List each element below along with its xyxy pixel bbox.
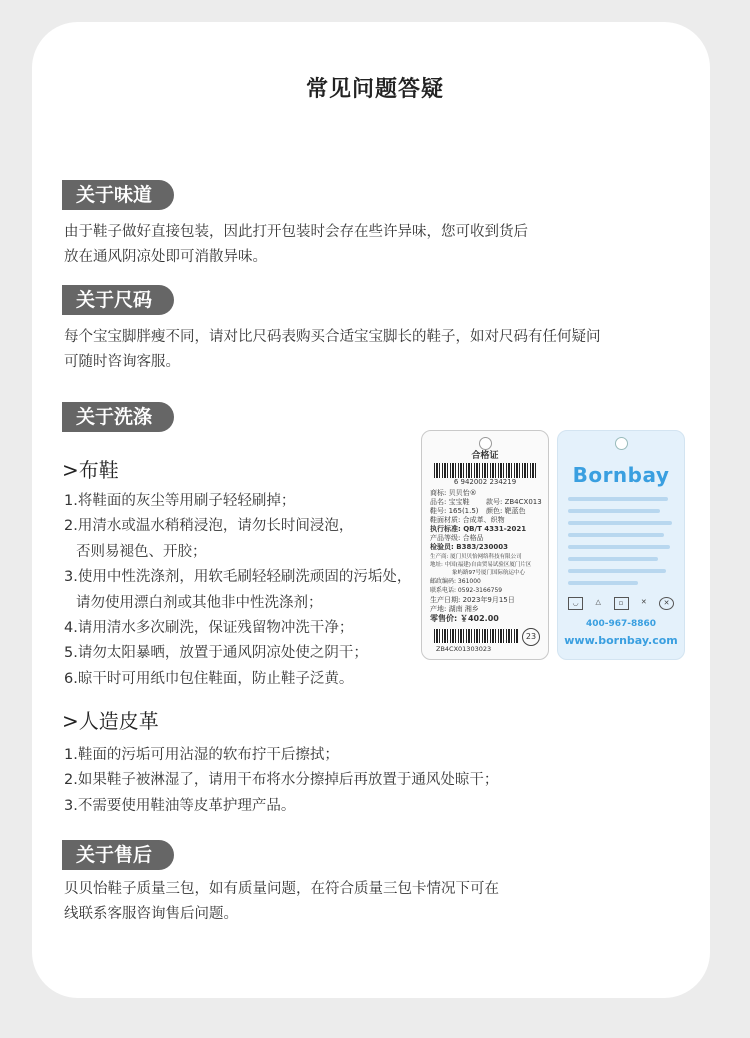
- list-item: 5.请勿太阳暴晒，放置于通风阴凉处使之阴干；: [64, 645, 368, 662]
- tag-grade: 产品等级: 合格品: [430, 534, 484, 542]
- wash-icon: ◡: [568, 597, 583, 610]
- list-item: 3.不需要使用鞋油等皮革护理产品。: [64, 797, 296, 814]
- tag-date: 生产日期: 2023年9月15日: [430, 596, 515, 604]
- tag-text-line: [568, 509, 660, 513]
- tag-standard: 执行标准: QB/T 4331-2021: [430, 525, 527, 533]
- section-heading-size: 关于尺码: [62, 285, 174, 315]
- tag-inspector: 检验员: B383/230003: [430, 543, 508, 551]
- barcode-number: 6 942002 234219: [422, 478, 548, 486]
- section-heading-smell: 关于味道: [62, 180, 174, 210]
- tag-origin: 产地: 湖南 湘乡: [430, 605, 479, 613]
- brand-phone: 400-967-8860: [585, 619, 657, 629]
- tag-address2: 象屿路97号厦门国际航运中心: [452, 570, 525, 576]
- list-item: 2.用清水或温水稍稍浸泡，请勿长时间浸泡，: [64, 518, 354, 535]
- tag-brand: 商标: 贝贝怡®: [430, 489, 477, 497]
- list-item: 否则易褪色、开胶；: [76, 543, 207, 560]
- tag-color: 颜色: 靶蓝色: [486, 507, 526, 515]
- dry-icon: ▫: [614, 597, 629, 610]
- tag-text-line: [568, 545, 670, 549]
- brand-logo: Bornbay: [572, 463, 670, 487]
- brand-website: www.bornbay.com: [564, 634, 678, 647]
- tag-model: 款号: ZB4CX013: [486, 498, 542, 506]
- tag-phone: 联系电话: 0592-3166759: [430, 587, 503, 594]
- certificate-tag-front: [421, 430, 549, 660]
- section-heading-aftersale: 关于售后: [62, 840, 174, 870]
- list-item: 4.请用清水多次刷洗，保证残留物冲洗干净；: [64, 619, 354, 636]
- tag-address: 地址: 中国(福建)自由贸易试验区厦门片区: [430, 562, 532, 568]
- tag-text-line: [568, 557, 658, 561]
- care-icons: [568, 597, 674, 610]
- cloth-care-list: [64, 489, 411, 692]
- smell-text: 由于鞋子做好直接包装，因此打开包装时会存在些许异味，您可收到货后 放在通风阴凉处即可消散异味。: [64, 224, 528, 265]
- tag-text-line: [568, 581, 638, 585]
- tag-hole-icon: [615, 437, 628, 450]
- cloth-shoes-heading: >布鞋: [62, 458, 119, 482]
- small-barcode-icon: [434, 629, 518, 643]
- leather-care-list: [64, 743, 498, 819]
- no-bleach-icon: △: [595, 598, 601, 606]
- tag-product: 品名: 宝宝鞋: [430, 498, 470, 506]
- leather-heading: >人造皮革: [62, 709, 159, 733]
- brand-tag-back: [557, 430, 685, 660]
- list-item: 3.使用中性洗涤剂，用软毛刷轻轻刷洗顽固的污垢处，: [64, 569, 412, 586]
- list-item: 请勿使用漂白剂或其他非中性洗涤剂；: [76, 594, 323, 611]
- list-item: 6.晾干时可用纸巾包住鞋面，防止鞋子泛黄。: [64, 670, 354, 687]
- size-text: 每个宝宝脚胖瘦不同，请对比尺码表购买合适宝宝脚长的鞋子，如对尺码有任何疑问 可随时咨询客服。: [64, 329, 601, 370]
- tag-code: ZB4CX01303023: [436, 645, 492, 653]
- no-dryclean-icon: ✕: [659, 597, 674, 610]
- tag-material: 鞋面材质: 合成革、织物: [430, 516, 505, 524]
- tag-text-line: [568, 521, 672, 525]
- list-item: 1.将鞋面的灰尘等用刷子轻轻刷掉；: [64, 493, 296, 509]
- tag-text-line: [568, 569, 666, 573]
- tag-maker: 生产商: 厦门贝贝怡网络科技有限公司: [430, 554, 522, 560]
- size-badge: 23: [522, 628, 540, 646]
- page-title: 常见问题答疑: [305, 77, 444, 102]
- section-heading-wash: 关于洗涤: [62, 402, 174, 432]
- aftersale-text: 贝贝怡鞋子质量三包，如有质量问题，在符合质量三包卡情况下可在 线联系客服咨询售后问题。: [64, 881, 499, 922]
- tag-title: 合格证: [471, 451, 499, 461]
- list-item: 1.鞋面的污垢可用沾湿的软布拧干后擦拭；: [64, 747, 339, 763]
- tag-price: 零售价: ￥402.00: [430, 614, 499, 623]
- tag-text-line: [568, 497, 668, 501]
- tag-size: 鞋号: 165(1.5): [430, 507, 479, 515]
- no-iron-icon: ✕: [640, 598, 647, 606]
- tag-hole-icon: [479, 437, 492, 450]
- tag-text-line: [568, 533, 664, 537]
- tag-postcode: 邮政编码: 361000: [430, 578, 481, 585]
- list-item: 2.如果鞋子被淋湿了，请用干布将水分擦掉后再放置于通风处晾干；: [64, 772, 499, 789]
